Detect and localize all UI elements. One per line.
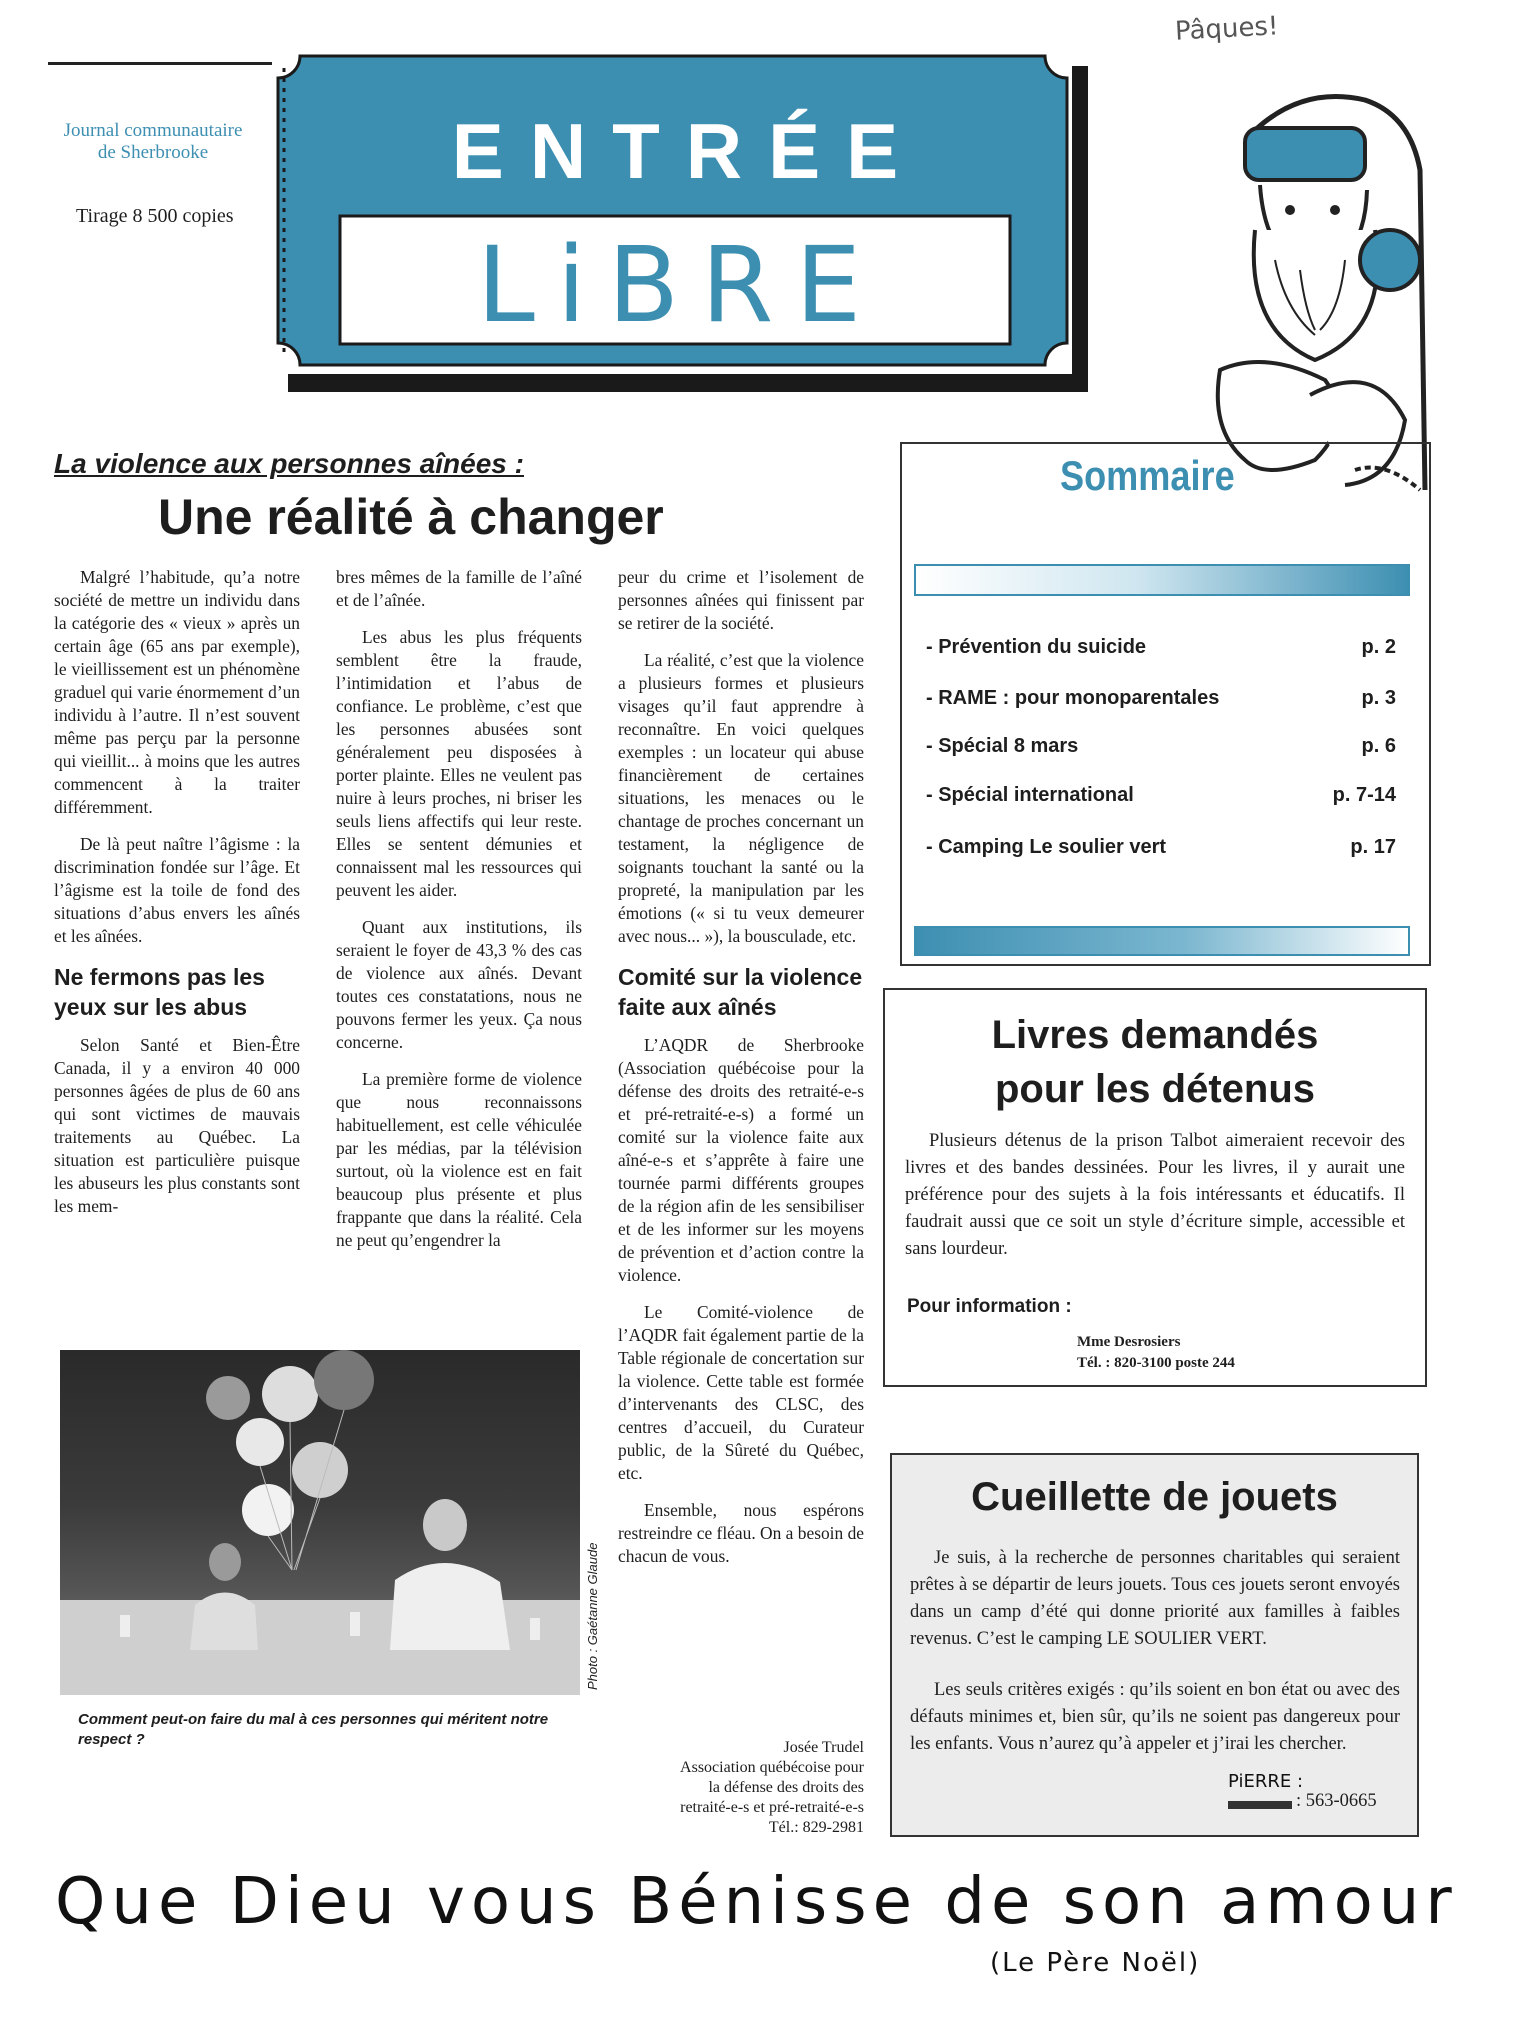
logo-word-entree: ENTRÉE	[451, 107, 925, 195]
journal-subtitle	[58, 120, 248, 164]
jouets-signature: PiERRE :	[1228, 1771, 1304, 1792]
col1-paragraph-1: Malgré l’habitude, qu’a notre société de mettre un individu dans la catégorie des « vieux » après un certain âge (65 ans par exemple), le vieillissement est un phénomène graduel qui varie énormement d’un individu à l’autre. Il n’est souvent même pas perçu par la personne qui vieillit... à moins que les autres commencent à la traiter différemment.	[54, 567, 300, 817]
livres-body: Plusieurs détenus de la prison Talbot aimeraient recevoir des livres et des bandes dessinées. Pour les livres, il y aurait une préférence pour des sujets à la fois intéressants et éducatifs. Il faudrait aussi que ce soit un style d’écriture simple, accessible et sans lourdeur.	[905, 1131, 1405, 1259]
santa-pompom	[1360, 230, 1420, 290]
santa-eye-left	[1285, 205, 1295, 215]
balloon	[236, 1418, 284, 1466]
santa-illustration	[1205, 60, 1430, 500]
person-body	[390, 1563, 510, 1650]
balloon	[262, 1366, 318, 1422]
col2-paragraph-4: La première forme de violence que nous reconnaissons habituellement, est celle véhiculée par les médias, par la télévision surtout, où la violence est en fait beaucoup plus présente et plus frappante que dans la réalité. Cela ne peut qu’engendrer la	[336, 1069, 582, 1250]
col1-subheading: Ne fermons pas les yeux sur les abus	[54, 964, 265, 1020]
sommaire-top-bar	[914, 564, 1410, 596]
toc-item[interactable]	[926, 784, 1396, 807]
toc-item[interactable]	[926, 687, 1396, 710]
article-kicker: La violence aux personnes aînées :	[54, 448, 524, 479]
santa-beard	[1254, 230, 1378, 360]
col2-paragraph-3: Quant aux institutions, ils seraient le foyer de 43,3 % des cas de violence aux aînés. Devant toutes ces constatations, nous ne pouvons fermer les yeux. Ça nous concerne.	[336, 917, 582, 1052]
jouets-box	[890, 1453, 1419, 1837]
livres-contact-tel: Tél. : 820-3100 poste 244	[1077, 1355, 1235, 1371]
toc-item-page: p. 6	[1361, 735, 1396, 757]
signature-org-line1: Association québécoise pour	[680, 1759, 864, 1776]
masthead-logo	[270, 48, 1100, 398]
sommaire-bottom-bar	[914, 926, 1410, 956]
livres-box	[883, 988, 1427, 1387]
person-left-head	[209, 1543, 241, 1581]
santa-eye-right	[1330, 205, 1340, 215]
photo-scene	[60, 1350, 580, 1695]
toc-item[interactable]	[926, 836, 1396, 859]
person-head	[423, 1499, 467, 1551]
col3-paragraph-5: Ensemble, nous espérons restreindre ce fléau. On a besoin de chacun de vous.	[618, 1500, 864, 1566]
col3-paragraph-3: L’AQDR de Sherbrooke (Association québécoise pour la défense des droits des retraité-e-s et pré-retraité-e-s) a formé un comité sur la violence faite aux aîné-e-s et s’apprête à faire une tournée parmi différents groupes de la région afin de les sensibiliser et de les informer sur les moyens de prévention et d’action contre la violence.	[618, 1035, 864, 1285]
toc-item-page: p. 7-14	[1332, 784, 1396, 806]
col2-paragraph-1: bres mêmes de la famille de l’aîné et de l’aînée.	[336, 567, 582, 610]
handwritten-note-top: Pâques!	[1174, 11, 1280, 47]
livres-title-line1: Livres demandés	[991, 1013, 1319, 1057]
journal-line1: Journal communautaire	[63, 120, 243, 141]
glass	[120, 1615, 130, 1637]
photo-caption: Comment peut-on faire du mal à ces personnes qui méritent notre respect ?	[78, 1711, 549, 1748]
toc-item-page: p. 17	[1350, 836, 1396, 858]
toc-item-label: - RAME : pour monoparentales	[926, 687, 1220, 709]
toc-item[interactable]	[926, 636, 1396, 659]
article-signature	[618, 1738, 864, 1838]
col1-paragraph-2: De là peut naître l’âgisme : la discrimination fondée sur l’âge. Et l’âgisme est la toile de fond des situations d’abus envers les aînés et les aînées.	[54, 834, 300, 946]
col3-paragraph-4: Le Comité-violence de l’AQDR fait également partie de la Table régionale de concertation sur la violence. Cette table est formée d’intervenants des CLSC, des centres d’accueil, du Curateur public, de la Sûreté du Québec, etc.	[618, 1302, 864, 1483]
col1-paragraph-3: Selon Santé et Bien-Être Canada, il y a environ 40 000 personnes âgées de plus de 60 ans qui sont victimes de mauvais traitements au Québec. La situation est particulière puisque les abuseurs les plus constants sont les mem-	[54, 1035, 300, 1216]
jouets-paragraph-2: Les seuls critères exigés : qu’ils soient en bon état ou avec des défauts minimes et, bien sûr, qu’ils ne soient pas dangereux pour les enfants. Vous n’aurez qu’à appeler et j’irai les chercher.	[910, 1680, 1400, 1754]
toc-item-page: p. 3	[1361, 687, 1396, 709]
jouets-tel: : 563-0665	[1296, 1791, 1377, 1811]
toc-item-label: - Spécial 8 mars	[926, 735, 1079, 757]
jouets-title: Cueillette de jouets	[971, 1475, 1338, 1519]
toc-item[interactable]	[926, 735, 1396, 758]
jouets-paragraph-1: Je suis, à la recherche de personnes charitables qui seraient prêtes à se départir de leurs jouets. Tous ces jouets seront envoyés dans un camp d’été qui donne priorité aux familles à faibles revenus. C’est le camping LE SOULIER VERT.	[910, 1548, 1400, 1649]
col3-paragraph-2: La réalité, c’est que la violence a plusieurs formes et plusieurs visages qu’il faut apprendre à reconnaître. En voici quelques exemples : un locateur qui abuse financièrement de certaines situations, les menaces ou le chantage de proches concernant un testament, la négligence de soignants touchant la santé ou la propreté, la manipulation par les émotions (« si tu veux demeurer avec nous... »), la bousculade, etc.	[618, 650, 864, 946]
balloon	[314, 1350, 374, 1410]
livres-title	[885, 1008, 1425, 1116]
tirage-text: Tirage 8 500 copies	[76, 205, 234, 227]
sommaire-box	[900, 442, 1431, 966]
livres-info-label: Pour information :	[907, 1296, 1072, 1317]
article-column-3	[618, 566, 864, 1582]
col2-paragraph-2: Les abus les plus fréquents semblent être la fraude, l’intimidation et l’abus de confiance. Le problème, c’est que les personnes abusées sont généralement peu disposées à porter plainte. Elles ne veulent pas nuire à leurs proches, ni briser les seuls liens affectifs qui leur reste. Elles se sentent démunies et connaissent mal les ressources qui peuvent les aider.	[336, 627, 582, 900]
glass	[530, 1618, 540, 1640]
sommaire-list	[926, 636, 1396, 876]
toc-item-page: p. 2	[1361, 636, 1396, 658]
signature-org-line2: la défense des droits des	[708, 1779, 864, 1796]
livres-title-line2: pour les détenus	[994, 1067, 1316, 1111]
toc-item-label: - Prévention du suicide	[926, 636, 1147, 658]
livres-contact-name: Mme Desrosiers	[1077, 1334, 1181, 1350]
santa-headband	[1245, 128, 1365, 180]
logo-word-libre: LiBRE	[476, 224, 884, 346]
article-column-1	[54, 566, 300, 1232]
jouets-scribble	[1228, 1801, 1292, 1809]
handwritten-message: Que Dieu vous Bénisse de son amour	[55, 1865, 1458, 1939]
glass	[350, 1612, 360, 1636]
handwritten-signature: (Le Père Noël)	[990, 1948, 1201, 1978]
livres-contact	[1077, 1332, 1235, 1374]
signature-name: Josée Trudel	[783, 1739, 864, 1756]
photo-credit: Photo : Gaétanne Glaude	[585, 1542, 600, 1690]
signature-org-line3: retraité-e-s et pré-retraité-e-s	[680, 1799, 864, 1816]
article-column-2	[336, 566, 582, 1266]
party-photo	[60, 1350, 580, 1695]
col3-paragraph-1: peur du crime et l’isolement de personnes aînées qui finissent par se retirer de la société.	[618, 567, 864, 633]
col3-subheading: Comité sur la violence faite aux aînés	[618, 964, 863, 1020]
toc-item-label: - Spécial international	[926, 784, 1134, 806]
balloon	[206, 1376, 250, 1420]
article-headline: Une réalité à changer	[158, 489, 664, 545]
signature-tel: Tél.: 829-2981	[768, 1819, 864, 1836]
journal-line2: de Sherbrooke	[97, 142, 209, 163]
sommaire-title: Sommaire	[1060, 452, 1235, 499]
toc-item-label: - Camping Le soulier vert	[926, 836, 1167, 858]
person-left-body	[190, 1593, 258, 1651]
